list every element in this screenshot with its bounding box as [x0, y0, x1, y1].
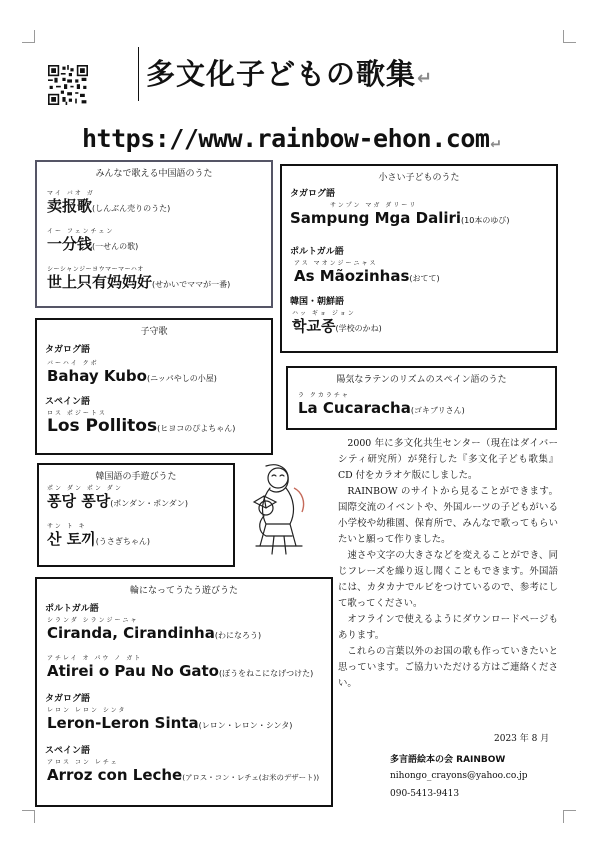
song-ruby: イー フェンチェン: [47, 228, 115, 235]
song-title: 산 토끼: [47, 530, 96, 548]
song-title: Leron-Leron Sinta: [47, 714, 199, 732]
song-item: [298, 392, 465, 420]
page-title-text: 多文化子どもの歌集: [146, 57, 417, 91]
song-ruby: ラ クカラチャ: [298, 392, 350, 399]
language-label: タガログ語: [290, 189, 336, 199]
song-ruby: アロス コン レチェ: [47, 759, 119, 766]
song-ruby: サン ト キ: [47, 523, 87, 530]
paragraph: 速さや文字の大きさなどを変えることができ、同じフレーズを繰り返し聞くこともできます。外国語には、カタカナでルビをつけているので、参考にして歌ってください。: [338, 550, 558, 609]
paragraph: RAINBOW のサイトから見ることができます。国際交流のイベントや、外国ルーツの子どもがいる小学校や幼稚園、保育所で、みんなで歌ってもらいたいと願って作りました。: [338, 486, 558, 545]
song-ruby: シランダ シランジーニャ: [47, 617, 139, 624]
song-ruby: アチレイ オ パウ ノ ガト: [47, 655, 143, 662]
song-item: [292, 310, 382, 338]
song-title: Bahay Kubo: [47, 367, 147, 385]
language-label: タガログ語: [45, 694, 91, 704]
small-children-songs-box: [280, 164, 558, 353]
song-ruby: サンプン マガ ダリーリ: [330, 202, 418, 209]
song-item: [47, 266, 230, 294]
song-item: [47, 410, 235, 438]
lullaby-box: [35, 318, 273, 455]
song-ruby: マイ バオ ガ: [47, 190, 95, 197]
site-url-text[interactable]: https://www.rainbow-ehon.com: [82, 124, 490, 153]
language-label: タガログ語: [45, 345, 91, 355]
song-translation: (ポンダン・ポンダン): [110, 499, 188, 508]
song-translation: (アロス・コン・レチェ(お米のデザート)): [182, 773, 320, 782]
song-translation: (ぼうをねこになげつけた): [219, 669, 314, 678]
song-translation: (わになろう): [214, 631, 262, 640]
paragraph: オフラインで使えるようにダウンロードページもあります。: [338, 614, 558, 641]
song-ruby: ハッ ギョ ジョン: [292, 310, 356, 317]
song-title: 卖报歌: [47, 197, 93, 215]
song-ruby: レロン レロン シンタ: [47, 707, 127, 714]
box-heading: 小さい子どものうた: [378, 173, 460, 183]
song-ruby: アス マオンジーニャス: [294, 260, 378, 267]
contact-phone: 090-5413-9413: [390, 789, 460, 799]
song-ruby: ポン ダン ポン ダン: [47, 485, 123, 492]
box-heading: 子守歌: [140, 327, 168, 337]
song-item: [47, 655, 313, 683]
box-heading: 陽気なラテンのリズムのスペイン語のうた: [336, 375, 507, 385]
language-label: ポルトガル語: [45, 604, 99, 614]
song-item: [47, 707, 292, 735]
song-item: [47, 360, 217, 388]
song-translation: (レロン・レロン・シンタ): [198, 721, 293, 730]
song-item: [47, 617, 261, 645]
box-heading: 輪になってうたう遊びうた: [129, 586, 238, 596]
song-title: 퐁당 퐁당: [47, 492, 111, 510]
return-mark: ↵: [490, 132, 500, 151]
song-title: Atirei o Pau No Gato: [47, 662, 219, 680]
song-title: Arroz con Leche: [47, 766, 183, 784]
song-title: As Mãozinhas: [294, 267, 410, 285]
return-mark: ↵: [417, 68, 434, 89]
chinese-songs-box: [35, 160, 273, 308]
song-translation: (ニッパやしの小屋): [146, 374, 217, 383]
song-item: [47, 485, 188, 513]
song-title: Ciranda, Cirandinha: [47, 624, 215, 642]
language-label: スペイン語: [45, 746, 91, 756]
song-title: La Cucaracha: [298, 399, 411, 417]
language-label: ポルトガル語: [290, 247, 344, 257]
title-divider: [138, 47, 139, 101]
song-item: [47, 523, 150, 551]
crop-mark-bottom-right: [563, 810, 576, 823]
crop-mark-top-left: [22, 30, 35, 43]
song-ruby: ロス ポジートス: [47, 410, 107, 417]
song-ruby: バーハイ クボ: [47, 360, 99, 367]
song-translation: (せかいでママが一番): [152, 280, 231, 289]
song-item: [290, 202, 509, 230]
description-text: [338, 436, 558, 692]
song-item: [47, 228, 138, 256]
song-title: 世上只有妈妈好: [47, 273, 153, 291]
song-item: [47, 190, 170, 218]
song-title: Los Pollitos: [47, 416, 158, 436]
circle-games-box: [35, 577, 333, 807]
box-heading: みんなで歌える中国語のうた: [95, 169, 213, 179]
qr-code-icon: [48, 65, 88, 105]
song-translation: (学校のかね): [335, 324, 382, 333]
song-translation: (しんぶん売りのうた): [92, 204, 171, 213]
date: 2023 年 8 月: [494, 734, 550, 744]
song-ruby: シーシャンジーヨウマーマーハオ: [47, 266, 144, 273]
song-item: [294, 260, 440, 288]
crop-mark-top-right: [563, 30, 576, 43]
latin-song-box: [286, 366, 557, 430]
crop-mark-bottom-left: [22, 810, 35, 823]
language-label: スペイン語: [45, 397, 91, 407]
paragraph: 2000 年に多文化共生センター（現在はダイバーシティ研究所）が発行した『多文化子ども歌集』CD 付をカラオケ版にしました。: [338, 438, 558, 481]
contact-email[interactable]: nihongo_crayons@yahoo.co.jp: [390, 771, 528, 781]
song-translation: (ゴキブリさん): [410, 406, 465, 415]
song-translation: (うさぎちゃん): [95, 537, 150, 546]
song-translation: (ヒヨコのぴよちゃん): [157, 424, 236, 433]
korean-hand-play-box: [37, 463, 235, 567]
organization-name: 多言語絵本の会 RAINBOW: [390, 755, 506, 765]
song-translation: (10本のゆび): [461, 216, 510, 225]
paragraph: これらの言葉以外のお国の歌も作っていきたいと思っています。ご協力いただける方はご連絡ください。: [338, 646, 558, 689]
song-title: 一分钱: [47, 235, 93, 253]
page-title: [146, 52, 433, 93]
song-title: Sampung Mga Daliri: [290, 209, 462, 227]
song-title: 학교종: [292, 317, 336, 335]
site-url[interactable]: [82, 124, 500, 153]
reading-illustration: [244, 462, 316, 558]
song-translation: (一せんの歌): [92, 242, 139, 251]
song-item: [47, 759, 319, 787]
language-label: 韓国・朝鮮語: [290, 297, 345, 307]
song-translation: (おてて): [409, 274, 440, 283]
box-heading: 韓国語の手遊びうた: [95, 472, 177, 482]
